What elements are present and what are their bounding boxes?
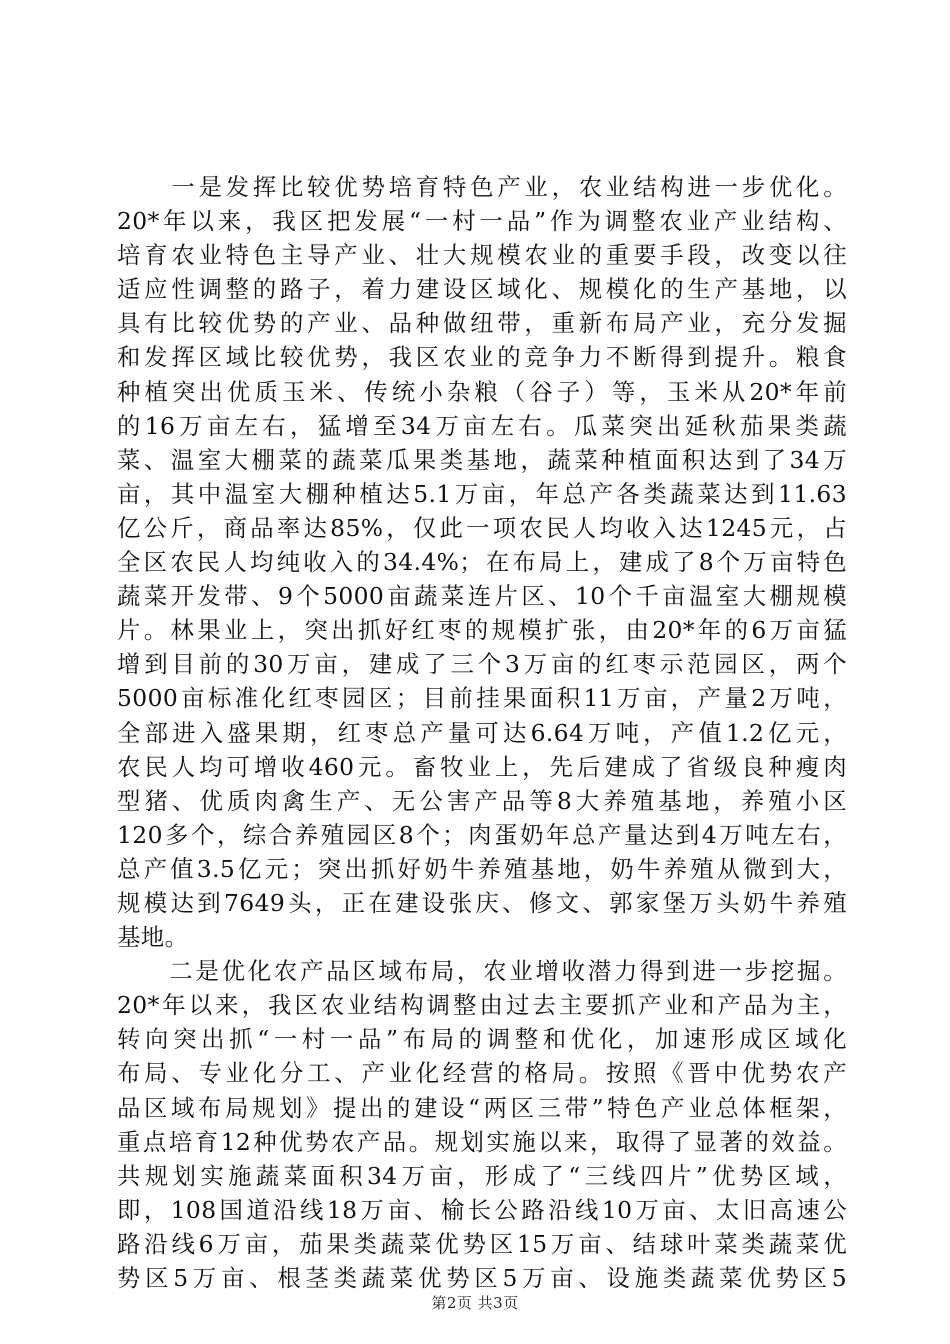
text-line: 路沿线6万亩，茄果类蔬菜优势区15万亩、结球叶菜类蔬菜优 — [117, 1229, 847, 1258]
text-line: 菜、温室大棚菜的蔬菜瓜果类基地，蔬菜种植面积达到了34万 — [117, 445, 847, 474]
text-line: 基地。 — [117, 923, 189, 952]
text-line: 型猪、优质肉禽生产、无公害产品等8大养殖基地，养殖小区 — [117, 786, 847, 815]
text-line: 全区农民人均纯收入的34.4%；在布局上，建成了8个万亩特色 — [117, 548, 847, 577]
text-line: 20*年以来，我区农业结构调整由过去主要抓产业和产品为主， — [117, 991, 847, 1020]
text-line: 增到目前的30万亩，建成了三个3万亩的红枣示范园区，两个 — [117, 650, 847, 679]
text-line: 布局、专业化分工、产业化经营的格局。按照《晋中优势农产 — [117, 1059, 847, 1088]
text-line: 适应性调整的路子，着力建设区域化、规模化的生产基地，以 — [117, 275, 847, 304]
text-line: 和发挥区域比较优势，我区农业的竞争力不断得到提升。粮食 — [117, 343, 847, 372]
body-text — [117, 170, 847, 1295]
text-line: 120多个，综合养殖园区8个；肉蛋奶年总产量达到4万吨左右， — [117, 820, 847, 849]
text-line: 农民人均可增收460元。畜牧业上，先后建成了省级良种瘦肉 — [117, 752, 847, 781]
text-line: 培育农业特色主导产业、壮大规模农业的重要手段，改变以往 — [117, 241, 847, 270]
text-line: 共规划实施蔬菜面积34万亩，形成了“三线四片”优势区域， — [117, 1161, 847, 1190]
text-line: 全部进入盛果期，红枣总产量可达6.64万吨，产值1.2亿元， — [117, 718, 847, 747]
text-line: 20*年以来，我区把发展“一村一品”作为调整农业产业结构、 — [117, 207, 847, 236]
text-line: 的16万亩左右，猛增至34万亩左右。瓜菜突出延秋茄果类蔬 — [117, 411, 847, 440]
page-footer: 第2页 共3页 — [431, 1294, 519, 1312]
text-line: 二是优化农产品区域布局，农业增收潜力得到进一步挖掘。 — [117, 957, 847, 986]
text-line: 品区域布局规划》提出的建设“两区三带”特色产业总体框架， — [117, 1093, 847, 1122]
text-line: 种植突出优质玉米、传统小杂粮（谷子）等，玉米从20*年前 — [117, 377, 847, 406]
text-line: 具有比较优势的产业、品种做纽带，重新布局产业，充分发掘 — [117, 309, 847, 338]
text-line: 规模达到7649头，正在建设张庆、修文、郭家堡万头奶牛养殖 — [117, 888, 847, 917]
text-line: 亩，其中温室大棚种植达5.1万亩，年总产各类蔬菜达到11.63 — [117, 479, 847, 508]
text-line: 片。林果业上，突出抓好红枣的规模扩张，由20*年的6万亩猛 — [117, 616, 847, 645]
text-line: 亿公斤，商品率达85%，仅此一项农民人均收入达1245元，占 — [117, 513, 847, 542]
text-line: 即，108国道沿线18万亩、榆长公路沿线10万亩、太旧高速公 — [117, 1195, 847, 1224]
text-line: 势区5万亩、根茎类蔬菜优势区5万亩、设施类蔬菜优势区5 — [117, 1264, 847, 1292]
text-line: 转向突出抓“一村一品”布局的调整和优化，加速形成区域化 — [117, 1025, 847, 1054]
text-line: 蔬菜开发带、9个5000亩蔬菜连片区、10个千亩温室大棚规模 — [117, 582, 847, 611]
text-line: 一是发挥比较优势培育特色产业，农业结构进一步优化。 — [117, 173, 847, 201]
text-line: 重点培育12种优势农产品。规划实施以来，取得了显著的效益。 — [117, 1127, 847, 1156]
text-line: 总产值3.5亿元；突出抓好奶牛养殖基地，奶牛养殖从微到大， — [117, 854, 847, 883]
text-line: 5000亩标准化红枣园区；目前挂果面积11万亩，产量2万吨， — [117, 684, 847, 713]
